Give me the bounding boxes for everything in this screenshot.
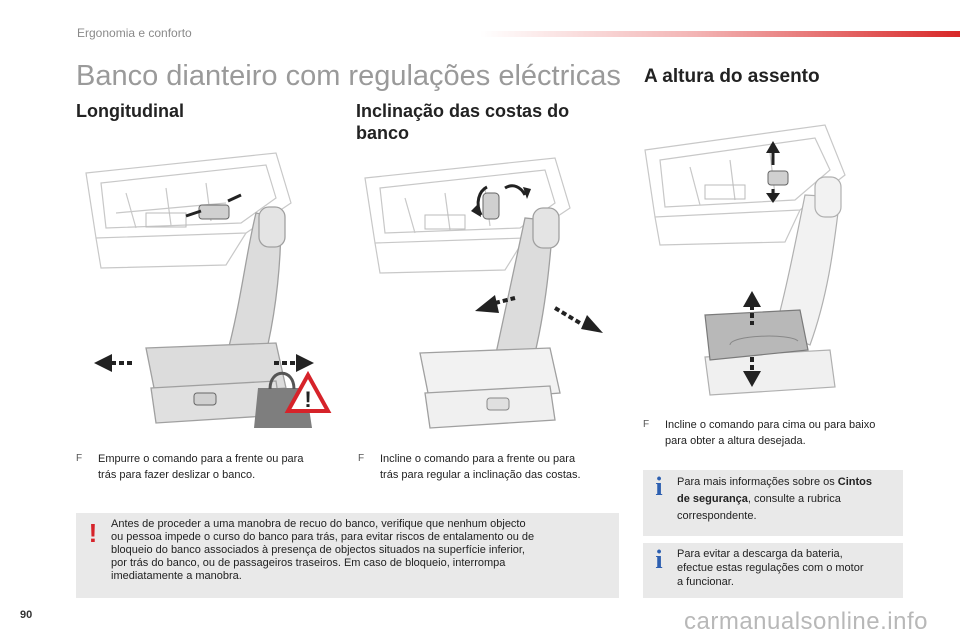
bullet-line: Incline o comando para cima ou para baixo <box>665 419 876 431</box>
section-title-seat-height: A altura do assento <box>644 66 820 87</box>
header-accent-bar <box>480 31 960 37</box>
warning-line: ou pessoa impede o curso do banco para trás, para evitar riscos de entalamento ou de <box>111 531 535 543</box>
bullet-marker: F <box>358 453 365 464</box>
info-text-part: , consulte a rubrica <box>747 493 841 505</box>
svg-text:!: ! <box>304 387 312 412</box>
info-text-part: Para mais informações sobre os <box>677 476 838 488</box>
section-title-line: Longitudinal <box>76 101 184 121</box>
seat-backrest-drawing <box>355 143 617 433</box>
bullet-line: Empurre o comando para a frente ou para <box>98 453 304 465</box>
info-line: efectue estas regulações com o motor <box>677 562 864 574</box>
bullet-marker: F <box>76 453 83 464</box>
info-line <box>677 474 901 491</box>
illustration-seat-longitudinal <box>76 143 336 433</box>
seat-height-drawing <box>640 105 902 403</box>
bullet-marker: F <box>643 419 650 430</box>
warning-exclamation-icon: ! <box>88 518 98 548</box>
section-title-longitudinal <box>76 100 184 122</box>
bullet-line: Incline o comando para a frente ou para <box>380 453 576 465</box>
bullet-backrest <box>358 451 628 483</box>
warning-text <box>111 518 601 583</box>
section-title-line: Inclinação das costas do <box>356 101 570 121</box>
section-title-backrest <box>356 100 616 144</box>
bullet-seat-height <box>643 417 913 449</box>
info-line: correspondente. <box>677 510 757 522</box>
info-text-bold: de segurança <box>677 493 748 505</box>
seat-longitudinal-drawing <box>76 143 336 433</box>
info-icon: i <box>655 472 663 501</box>
info-line <box>677 491 901 508</box>
bullet-line: para obter a altura desejada. <box>665 435 806 447</box>
page-header-section: Ergonomia e conforto <box>77 26 192 40</box>
bullet-line: trás para fazer deslizar o banco. <box>98 469 256 481</box>
bullet-line: trás para regular a inclinação das costas. <box>380 469 581 481</box>
info-icon: i <box>655 545 663 574</box>
watermark: carmanualsonline.info <box>684 608 928 635</box>
page-title: Banco dianteiro com regulações eléctricas <box>76 60 621 92</box>
warning-line: por trás do banco, ou de passageiros traseiros. Em caso de bloqueio, interrompa <box>111 557 506 569</box>
page-number: 90 <box>20 609 33 621</box>
info-text-seat-belts <box>677 474 901 525</box>
illustration-seat-backrest <box>355 143 617 433</box>
warning-line: Antes de proceder a uma manobra de recuo do banco, verifique que nenhum objecto <box>111 518 526 530</box>
section-title-line: banco <box>356 123 410 143</box>
info-line: Para evitar a descarga da bateria, <box>677 548 843 560</box>
bullet-longitudinal <box>76 451 346 483</box>
info-text-bold: Cintos <box>837 476 873 488</box>
warning-line: bloqueio do banco associados à presença de objectos situados na superfície inferior, <box>111 544 525 556</box>
illustration-seat-height <box>640 105 902 403</box>
info-line: a funcionar. <box>677 576 734 588</box>
info-text-battery <box>677 547 901 589</box>
warning-line: imediatamente a manobra. <box>111 570 242 582</box>
